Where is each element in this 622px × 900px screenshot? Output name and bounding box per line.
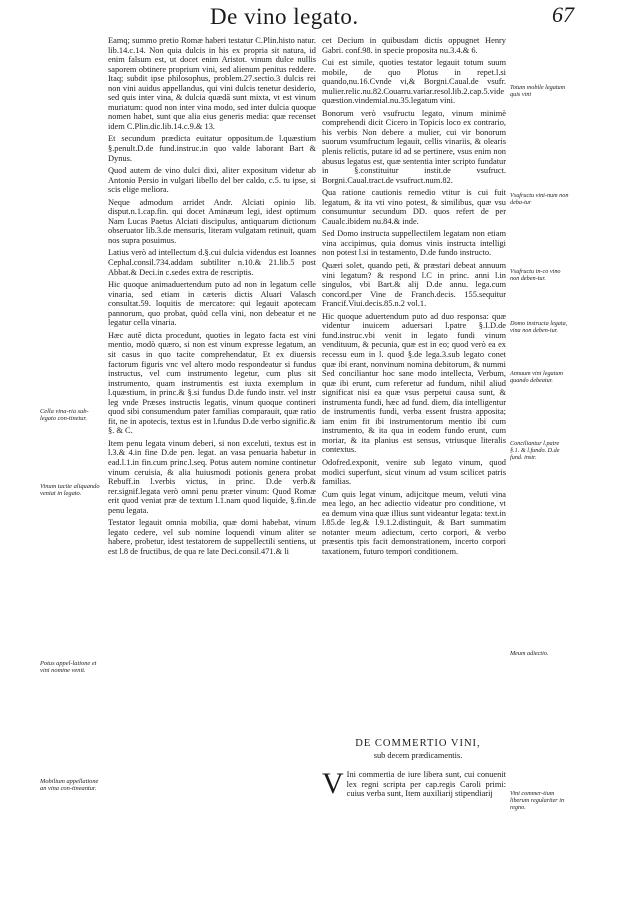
page-number: 67 [552, 2, 574, 27]
margin-note: Vsufructu vini-num non deba-tur [510, 192, 569, 206]
drop-cap: V [322, 767, 344, 800]
margin-note: Meum adiectio. [510, 650, 549, 657]
paragraph: Cum quis legat vinum, adijcitque meum, veluti vina mea lego, an hec adiectio videatur pro conditione, vt ea demum vina quæ illius sunt videantur legata: text.in l.85.de leg.& l.9.1.2.distinguit, & Bart summatim notanter meum adiectum, certo corpori, & verbo præsentis tpis facit demonstrationem, incerto corpori taxationem, futuro tempori conditionem. [322, 489, 506, 556]
paragraph: Quæri solet, quando peti, & præstari debeat annuum vini legatum? & respond l.C in princ. anni l.in singulos, vbi Bart.& alij D.de annu. lega.cum concord.per Vine de Franch.decis. 155.sequitur Francif.Viui.decis.85.n.2 vol.1. [322, 261, 506, 309]
margin-note: Domo instructa legata, vina non deben-tur. [510, 320, 568, 334]
paragraph: Eamq; summo pretio Romæ haberi testatur C.Plin.histo natur. lib.14.c.14. Non quia dulcis in his ex propria sit natura, id enim falsum est, ut docet enim Aristot. vinum dulce nullis saporem obtinere proprium vini, sed alienum penitus reddere. Itaq; subdit ipse philosophus, problem.27.sectio.3 dulcis rei non vini auidus appellandus, qui vini dulcis tenetur desiderio, sed quis inter vina, & dulcia quædā sunt mixta, vt est vinum muriatum: quod non inter vina modo, sed inter dulcia quoque nomen habet, sunt que alia eius generis media: quæ recenset idem C.Plin.dic.lib.14.c.9.& 13. [108, 36, 316, 131]
paragraph: Hic quoque aduertendum puto ad duo responsa: quæ videntur inuicem aduersari l.patre §.I.D.de fund.instruc.vbi venit in legato fundi vinum vendituum, & pecunia, quæ est in eo; quod verò ea ex recessu eum in l. quod §.de lega.3.sub legato conet quæ ibi erant, nonvinum nomina debitorum, & nummi Sed conciliantur hoc sane modo intellecta, Verbum, quæ ibi erunt, cum referetur ad fundum, nihil aliud significat nisi ea quæ vsus perpetui causa sunt, & instrumenta fundi, hæc ad fund. diem, dia intelligentur de instrumentis fundi, verba essent frustra apposita; iam enim fit ibi instrumentorum mentio ibi cum instrumento, & ita qua in eodem fundo erunt, cum moriar, & ita planius est sensus, vtriusque literalis contextus. [322, 311, 506, 455]
paragraph: cet Decium in quibusdam dictis oppugnet Henry Gabri. conf.98. in specie proposita nu.3.4.& 6. [322, 36, 506, 55]
section-incipit [322, 767, 506, 800]
paragraph: Hæc autē dicta procedunt, quoties in legato facta est vini mentio, modò quæro, si non est vinum expresse legatum, an sit casus in quo tacite comprehendatur, Et ex diuersis factorum figuris vnc vel altero modo respondeatur si fundus instructus, vel cum instrumento legetur, cum plus sit instrumento, quam instrumentis est iuxta exemplum in l.quæstium, in princ.& §.si fundus D.de fundo instr. vel instr leg vnde Præses instructis legatis, vinum quoque contineri quod sibi consumendum pater familias comparauit, quæ ratio fit, ne in apotecis, textus est in l.fundus D.de verbo signific.& §. & C. [108, 330, 316, 436]
incipit-text: Ini commertia de iure libera sunt, cui conuenit lex regni scripta per cap.regis Caroli primi: cuius verba sunt, Item auxiliarij stipendiarij [346, 770, 506, 799]
margin-note: Mobilium appellatione an vina con-tineantur. [40, 778, 99, 793]
paragraph: Quod autem de vino dulci dixi, aliter expositum videtur ab Antonio Persio in vulgari libello del ber caldo, c.5. tu ipse, si scis elige meliora. [108, 166, 316, 195]
paragraph: Qua ratione cautionis remedio vtitur is cui fuit legatum, & ita vti vino potest, & similibus, quæ vsu consumuntur secundum DD. quos refert de per Caualc.ibidem nu.84.& inde. [322, 188, 506, 226]
paragraph: Sed Domo instructa suppellectilem legatam non etiam vina accipimus, quia domus vinis instructa intelligi non potest l.si in testamento, D.de fundo instructo. [322, 229, 506, 258]
margin-note: Totum mobile legatum quis vini [510, 84, 566, 98]
paragraph: Odofred.exponit, venire sub legato vinum, quod modici superfunt, sicut vinum ad vsum scilicet patris familias. [322, 457, 506, 487]
paragraph: Bonorum verò vsufructu legato, vinum minimè comprehendi dicit Cicero in Topicis loco ex contrario, his verbis Non debere a mulier, cui vir bonorum suorum vsumfructum legauit, cellis vinariis, & olearis plenis relictis, putare id ad se pertinere, vsus enim non abusus legatus est, quæ sententia inter scripto fundatur in §.constituitur instit.de vsufruct. Borgni.Caual.tract.de vsufruct.num.82. [322, 108, 506, 185]
paragraph: Cui est simile, quoties testator legauit totum suum mobile, de quo Plotus in repet.l.si quando,nu.16.Cvnde vi,& Borgni.Caual.de vsufr. mulier.relic.nu.82.Couarru.variar.resol.lib.2.cap.5.vide quæstion.vindemial.nu.35.legatum vini. [322, 58, 506, 106]
section-subheading: sub decem prædicamentis. [373, 751, 463, 760]
left-column [108, 36, 316, 556]
paragraph: Testator legauit omnia mobilia, quæ domi habebat, vinum legato cedere, vel sub nomine loquendi vinum aliter se habere, probetur, idest testatorem de suppellectili sentiens, ut est l.8 de fructibus, de qua re late Deci.consil.471.& li [108, 518, 316, 556]
margin-note: Vsufructu in-co vino non deben-tur. [510, 268, 561, 282]
section-heading: DE COMMERTIO VINI, [355, 738, 481, 749]
margin-note: Conciliantur l.patre §.1. & l.fundo. D.de fund. instr. [510, 440, 560, 461]
paragraph: Neque admodum arridet Andr. Alciati opinio lib. disput.n.1.cap.fin. qui docet Aminæum legi, idest optimum Nam Lucas Paetus Alciati discipulus, antiquarum dictionum obseruator lib.3.de mensuris, literam vulgatam retinuit, quam nos supra posuimus. [108, 197, 316, 245]
right-column [322, 36, 506, 556]
paragraph: Et secundum prædicta euitatur oppositum.de l.quæstium §.penult.D.de fund.instruc.in quo valde laborant Bart & Dynus. [108, 134, 316, 163]
margin-note: Vini commer-tium liberum regulariter in regno. [510, 790, 565, 811]
paragraph: Latius verò ad intellectum d.§.cui dulcia videndus est Ioannes Cephal.consil.734.addam subtiliter n.10.& 21.lib.5 post Abbat.& Deci.in c.sedes extra de rescriptis. [108, 248, 316, 277]
margin-note: Vinum tacite aliquando veniat in legato. [40, 483, 100, 498]
margin-note: Annuum vini legatum quando debeatur. [510, 370, 563, 384]
margin-note: Cella vina-ria sub-legato con-tinetur. [40, 408, 89, 423]
margin-note: Potus appel-latione et vini nomine venit. [40, 660, 97, 675]
paragraph: Item penu legata vinum deberi, si non exceluti, textus est in l.3.& 4.in fine D.de pen. legat. an vasa penuaria habetur in ead.l.1.in fin.cum princ.l.seq. Potus autem nomine continetur vinum ceruisia, & alia huiusmodi potionis genera probat Rebuff.in l.verbis victus, in princ. D.de verb.& rer.signif.legata verò omni penu præter vinum: Quod Romæ erit quod veniat præ de textum l.1.nam quod liquide, §.fin.de penu legata. [108, 438, 316, 515]
running-header: De vino legato. [210, 4, 359, 29]
paragraph: Hic quoque animaduertendum puto ad non in legatum celle vinaria, sed etiam in cæteris dictis Aluari Valasch consultat.59. loquitis de mercatore: qui legauit apotecam pannorum, quo probat, quòd cella vini, non debeatur et ne legatur cella vinaria. [108, 280, 316, 328]
